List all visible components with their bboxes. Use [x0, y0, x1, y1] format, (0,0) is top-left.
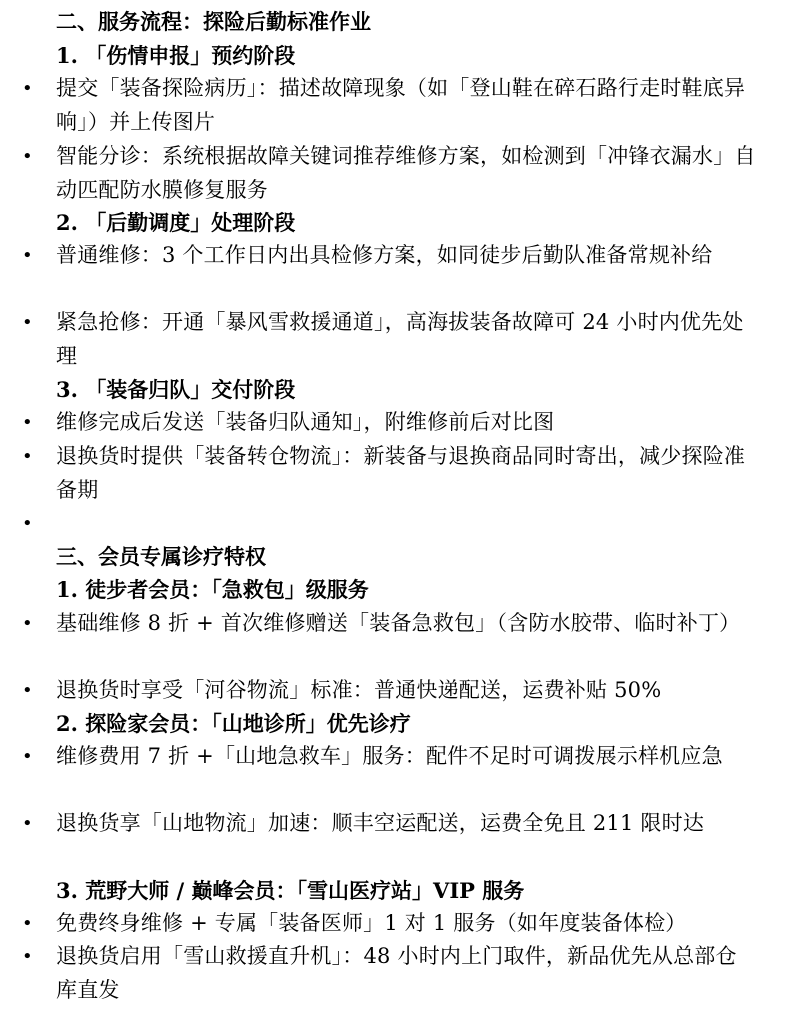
list-item-text: 退换货启用「雪山救援直升机」：48 小时内上门取件，新品优先从总部仓库直发	[56, 944, 737, 1002]
bullet-icon: •	[22, 412, 33, 433]
list-item-text: 普通维修：3 个工作日内出具检修方案，如同徒步后勤队准备常规补给	[56, 243, 713, 267]
list-item-text: 基础维修 8 折 + 首次维修赠送「装备急救包」（含防水胶带、临时补丁）	[56, 611, 741, 635]
bullet-icon: •	[22, 78, 33, 99]
group-heading: 1. 徒步者会员：「急救包」级服务	[56, 577, 369, 602]
list-item-text: 提交「装备探险病历」：描述故障现象（如「登山鞋在碎石路行走时鞋底异响」）并上传图片	[56, 76, 746, 134]
list-item-text: 免费终身维修 + 专属「装备医师」1 对 1 服务（如年度装备体检）	[56, 911, 687, 935]
bullet-icon: •	[22, 613, 33, 634]
list-item-text: 智能分诊：系统根据故障关键词推荐维修方案，如检测到「冲锋衣漏水」自动匹配防水膜修复服务	[56, 144, 756, 202]
bullet-icon: •	[22, 312, 33, 333]
list-item-text: 维修完成后发送「装备归队通知」，附维修前后对比图	[56, 410, 555, 434]
bullet-icon: •	[22, 513, 33, 534]
group-heading: 2. 「后勤调度」处理阶段	[56, 210, 296, 235]
group-heading: 3. 「装备归队」交付阶段	[56, 377, 296, 402]
group-heading: 1. 「伤情申报」预约阶段	[56, 43, 296, 68]
bullet-icon: •	[22, 813, 33, 834]
group-heading: 2. 探险家会员：「山地诊所」优先诊疗	[56, 711, 411, 736]
bullet-icon: •	[22, 946, 33, 967]
list-item-text: 紧急抢修：开通「暴风雪救援通道」，高海拔装备故障可 24 小时内优先处理	[56, 310, 744, 368]
section-title: 二、服务流程：探险后勤标准作业	[56, 9, 371, 34]
bullet-icon: •	[22, 746, 33, 767]
bullet-icon: •	[22, 245, 33, 266]
bullet-icon: •	[22, 680, 33, 701]
section-title: 三、会员专属诊疗特权	[56, 544, 266, 569]
list-item-text: 退换货时提供「装备转仓物流」：新装备与退换商品同时寄出，减少探险准备期	[56, 444, 746, 502]
bullet-icon: •	[22, 146, 33, 167]
list-item-text: 退换货享「山地物流」加速：顺丰空运配送，运费全免且 211 限时达	[56, 811, 705, 835]
list-item-text: 退换货时享受「河谷物流」标准：普通快递配送，运费补贴 50%	[56, 678, 662, 702]
bullet-icon: •	[22, 446, 33, 467]
group-heading: 3. 荒野大师 / 巅峰会员：「雪山医疗站」VIP 服务	[56, 878, 525, 903]
bullet-icon: •	[22, 913, 33, 934]
list-item-text: 维修费用 7 折 +「山地急救车」服务：配件不足时可调拨展示样机应急	[56, 744, 723, 768]
